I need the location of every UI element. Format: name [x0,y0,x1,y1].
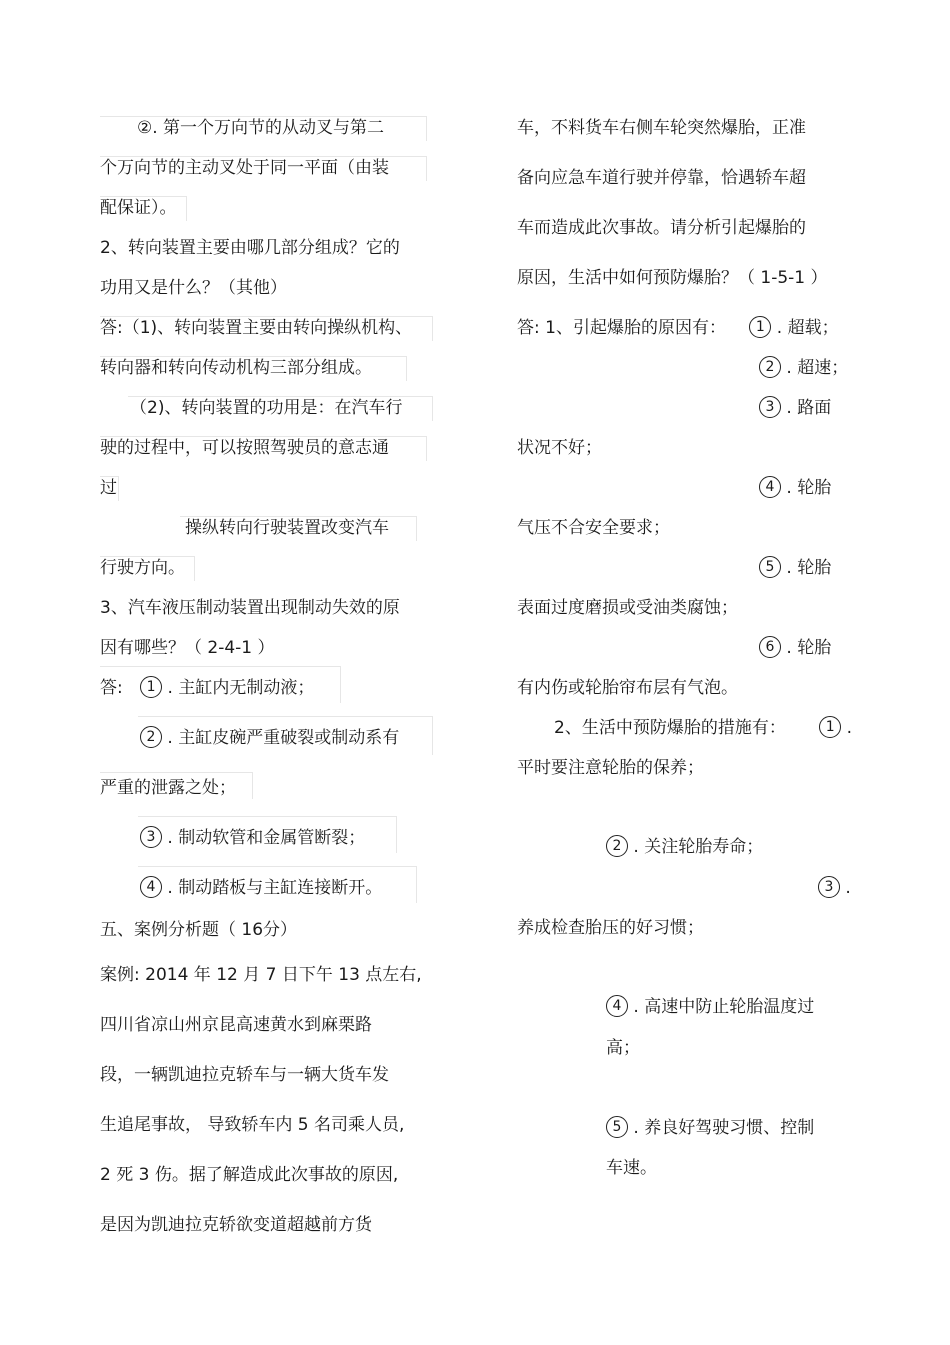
right-line-3: 车而造成此次事故。请分析引起爆胎的 [517,218,806,238]
circled-number: 4 [140,876,162,898]
right-line-5 [517,317,839,339]
line-text: . 轮胎 [786,558,832,578]
circled-number: 5 [606,1116,628,1138]
left-line-1: ②. 第一个万向节的从动叉与第二 [137,118,385,138]
circled-number: 4 [606,995,628,1017]
line-text: . 制动软管和金属管断裂； [167,828,366,848]
left-line-11: 操纵转向行驶装置改变汽车 [185,518,389,538]
right-line-12: 表面过度磨损或受油类腐蚀； [517,598,738,618]
left-line-5: 功用又是什么？（其他） [100,278,287,298]
left-line-3: 配保证）。 [100,198,177,218]
right-line-2: 备向应急车道行驶并停靠，恰遇轿车超 [517,168,806,188]
right-line-11 [759,557,831,579]
line-text: . 轮胎 [786,478,832,498]
right-line-19: 养成检查胎压的好习惯； [517,918,704,938]
left-line-12: 行驶方向。 [100,558,185,578]
left-line-23: 段，一辆凯迪拉克轿车与一辆大货车发 [100,1065,389,1085]
left-line-18 [140,827,365,849]
line-text: . 高速中防止轮胎温度过 [633,997,815,1017]
right-line-20 [606,996,814,1018]
circled-number: 2 [606,835,628,857]
right-line-14: 有内伤或轮胎帘布层有气泡。 [517,678,738,698]
left-line-16 [140,727,399,749]
section-5-heading: 五、案例分析题（ 16分） [100,920,298,940]
right-line-6 [759,357,848,379]
circled-number: 5 [759,556,781,578]
circled-number: 1 [140,676,162,698]
line-text: . 路面 [786,398,832,418]
left-line-26: 是因为凯迪拉克轿欲变道超越前方货 [100,1215,372,1235]
right-line-13 [759,637,831,659]
left-line-9: 驶的过程中，可以按照驾驶员的意志通 [100,438,389,458]
line-text: . 主缸皮碗严重破裂或制动系有 [167,728,400,748]
left-line-17: 严重的泄露之处； [100,778,236,798]
right-line-7 [759,397,831,419]
right-line-9 [759,477,831,499]
circled-number: 2 [759,356,781,378]
right-line-10: 气压不合安全要求； [517,518,670,538]
line-text: . 养良好驾驶习惯、控制 [633,1118,815,1138]
line-text: . [845,878,851,898]
circled-number: 4 [759,476,781,498]
left-line-2: 个万向节的主动叉处于同一平面（由装 [100,158,389,178]
left-line-14: 因有哪些？（ 2-4-1 ） [100,638,275,658]
line-text: . 轮胎 [786,638,832,658]
right-line-4: 原因，生活中如何预防爆胎？（ 1-5-1 ） [517,268,828,288]
right-line-17 [606,836,763,858]
right-line-21: 高； [606,1038,640,1058]
left-line-7: 转向器和转向传动机构三部分组成。 [100,358,372,378]
line-text: 答: 1、引起爆胎的原因有： [517,318,726,338]
question-3-heading: 3、汽车液压制动装置出现制动失效的原 [100,598,400,618]
right-line-1: 车，不料货车右侧车轮突然爆胎，正准 [517,118,806,138]
left-line-8: （2)、转向装置的功用是：在汽车行 [130,398,403,418]
circled-number: 3 [759,396,781,418]
right-line-16: 平时要注意轮胎的保养； [517,758,704,778]
circled-number: 3 [818,876,840,898]
right-line-22 [606,1117,814,1139]
question-2-heading: 2、转向装置主要由哪几部分组成？它的 [100,238,400,258]
left-line-24: 生追尾事故， 导致轿车内 5 名司乘人员, [100,1115,405,1135]
left-line-15 [100,677,314,699]
line-text: 2、生活中预防爆胎的措施有： [554,718,786,738]
circled-number: 2 [140,726,162,748]
circled-number: 1 [749,316,771,338]
right-line-8: 状况不好； [517,438,602,458]
left-line-19 [140,877,382,899]
line-text: . [846,718,853,738]
left-line-25: 2 死 3 伤。据了解造成此次事故的原因, [100,1165,399,1185]
circled-number: 1 [819,716,841,738]
right-line-15 [554,717,852,739]
left-line-6: 答:（1)、转向装置主要由转向操纵机构、 [100,318,413,338]
right-line-23: 车速。 [606,1158,657,1178]
left-line-21: 案例: 2014 年 12 月 7 日下午 13 点左右, [100,965,422,985]
line-text: . 制动踏板与主缸连接断开。 [167,878,383,898]
line-text: . 主缸内无制动液； [167,678,315,698]
circled-number: 3 [140,826,162,848]
right-line-18 [818,877,851,899]
left-line-22: 四川省凉山州京昆高速黄水到麻栗路 [100,1015,372,1035]
line-text: . 关注轮胎寿命； [633,837,764,857]
circled-number: 6 [759,636,781,658]
left-line-10: 过 [100,478,117,498]
answer-prefix: 答: [100,678,123,698]
line-text: . 超载； [776,318,839,338]
line-text: . 超速； [786,358,849,378]
